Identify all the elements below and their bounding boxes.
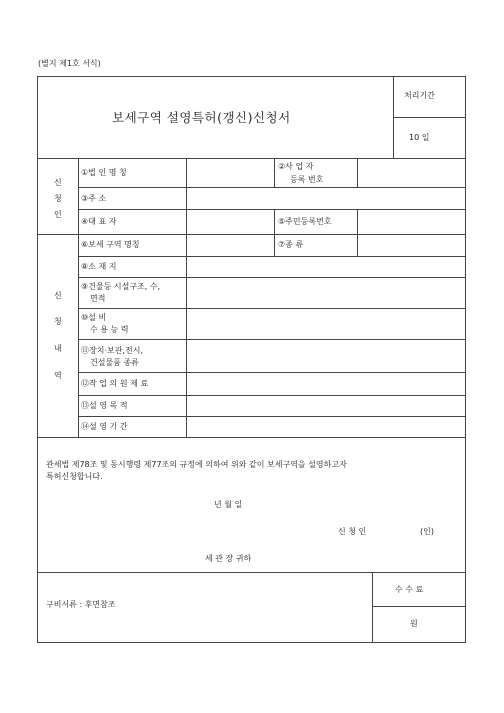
work-staff-label: ⑫작 업 의 원 제 료 xyxy=(81,379,149,388)
zone-name-label: ⑥보세 구역 명칭 xyxy=(81,240,140,249)
applicant-signature-label: 신 청 인 xyxy=(338,527,367,536)
applicant-section-label-1: 신 xyxy=(54,178,62,187)
processing-period-label: 처리기간 xyxy=(404,91,435,100)
building-label-2: 면적 xyxy=(90,294,106,303)
building-label-1: ⑨건물등 시설구조, 수, xyxy=(81,282,161,291)
facility-label-2: 수 용 능 력 xyxy=(90,325,129,334)
form-number: (별지 제1호 서식) xyxy=(38,59,101,68)
declaration-text-2: 특허신청합니다. xyxy=(46,472,103,481)
recipient-line: 세 관 장 귀하 xyxy=(205,554,252,563)
facility-field[interactable] xyxy=(187,309,465,339)
goods-label-2: 건설물품 종류 xyxy=(90,358,139,367)
zone-name-field[interactable] xyxy=(187,235,274,256)
fee-label: 수 수 료 xyxy=(395,585,424,594)
resident-no-field[interactable] xyxy=(358,210,465,234)
resident-no-label: ⑤주민등록번호 xyxy=(278,217,332,226)
period-field[interactable] xyxy=(187,417,465,437)
purpose-field[interactable] xyxy=(187,396,465,416)
processing-period-days: 10 일 xyxy=(409,133,430,142)
work-staff-field[interactable] xyxy=(187,373,465,395)
declaration-date: 년 월 일 xyxy=(214,500,243,509)
location-field[interactable] xyxy=(187,257,465,277)
period-label: ⑭설 영 기 간 xyxy=(81,422,128,431)
details-section-label-3: 내 xyxy=(54,344,62,353)
goods-field[interactable] xyxy=(187,340,465,372)
goods-label-1: ⑪장치·보관,전시, xyxy=(81,346,143,355)
zone-type-label: ⑦종 류 xyxy=(278,240,304,249)
applicant-section-label-2: 청 xyxy=(54,194,62,203)
building-field[interactable] xyxy=(187,278,465,308)
location-label: ⑧소 재 지 xyxy=(81,262,117,271)
details-section-label-4: 역 xyxy=(54,371,62,380)
biz-no-field[interactable] xyxy=(358,159,465,187)
applicant-section-label-3: 인 xyxy=(54,210,62,219)
representative-label: ④대 표 자 xyxy=(81,217,117,226)
corp-name-label: ①법 인 명 칭 xyxy=(81,168,127,177)
required-documents: 구비서류 : 후면참조 xyxy=(46,600,116,609)
corp-name-field[interactable] xyxy=(187,159,274,187)
declaration-text-1: 관세법 제78조 및 동시행령 제77조의 규정에 의하여 위와 같이 보세구역을 설영하고자 xyxy=(46,460,347,469)
details-section-label-2: 청 xyxy=(54,317,62,326)
seal-mark: (인) xyxy=(420,527,434,536)
address-label: ③주 소 xyxy=(81,194,107,203)
facility-label-1: ⑩설 비 xyxy=(81,313,107,322)
address-field[interactable] xyxy=(187,188,465,209)
fee-unit: 원 xyxy=(410,619,418,628)
biz-no-label-1: ②사 업 자 xyxy=(278,162,314,171)
applicant-signature-field[interactable] xyxy=(378,523,416,537)
biz-no-label-2: 등록 번호 xyxy=(290,175,324,184)
details-section-label-1: 신 xyxy=(54,291,62,300)
purpose-label: ⑬설 영 목 적 xyxy=(81,401,128,410)
form-title: 보세구역 설영특허(갱신)신청서 xyxy=(112,110,291,125)
zone-type-field[interactable] xyxy=(358,235,465,256)
representative-field[interactable] xyxy=(187,210,274,234)
